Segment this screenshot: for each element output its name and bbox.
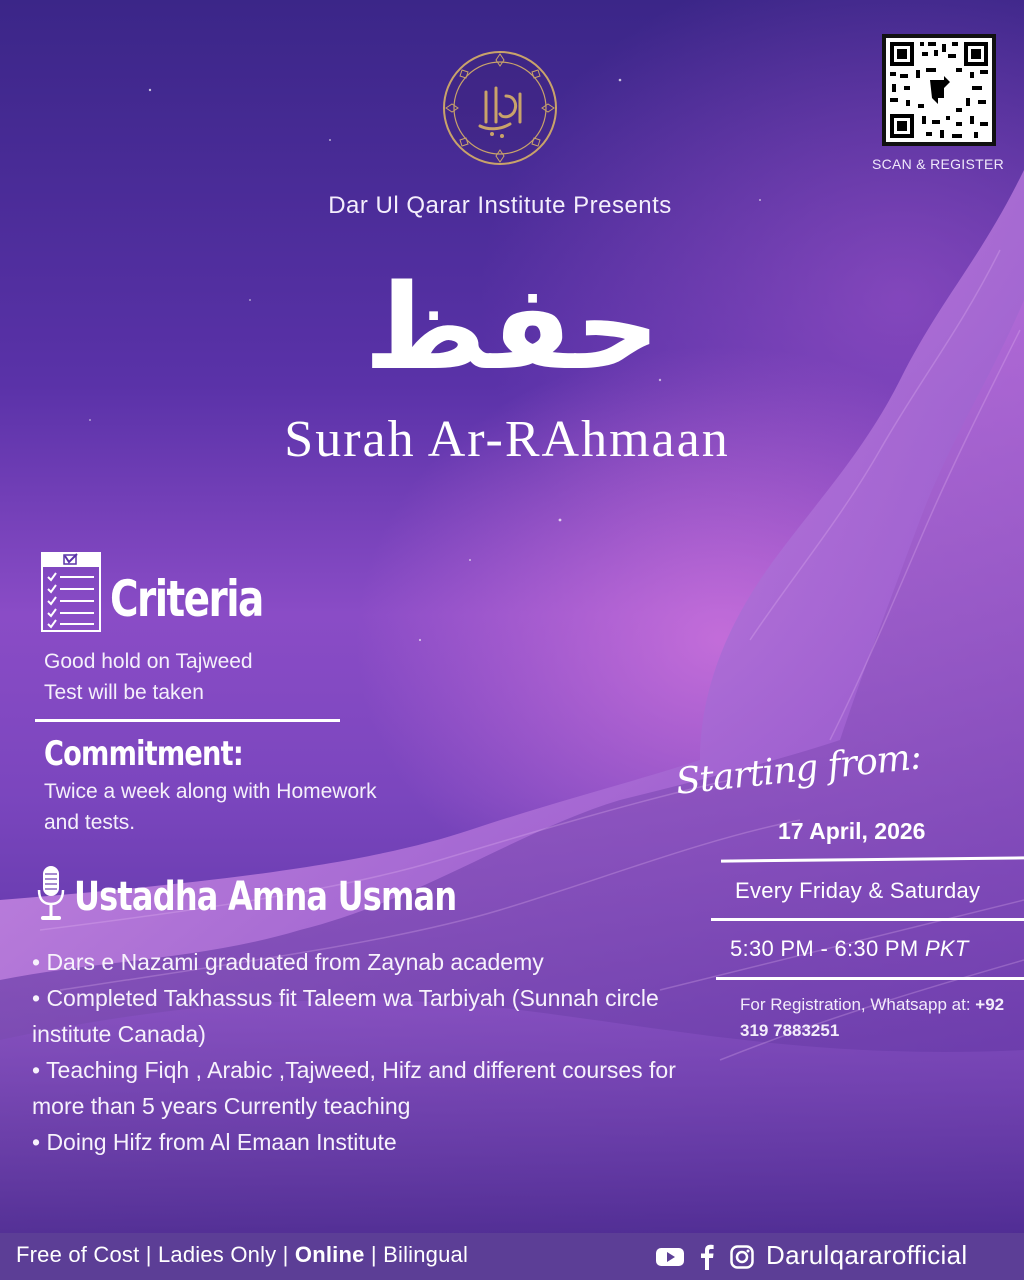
criteria-item: Test will be taken <box>44 681 204 704</box>
criteria-heading: Criteria <box>110 570 263 628</box>
teacher-name: Ustadha Amna Usman <box>74 874 457 920</box>
features-text: Free of Cost | Ladies Only | <box>16 1242 295 1267</box>
criteria-item: Good hold on Tajweed <box>44 650 253 673</box>
bio-item: • Teaching Fiqh , Arabic ,Tajweed, Hifz and different courses for more than 5 years Currently teaching <box>32 1057 676 1119</box>
schedule-divider <box>711 918 1024 921</box>
microphone-icon <box>36 864 66 922</box>
instagram-icon[interactable] <box>730 1245 754 1269</box>
presents-text: Dar Ul Qarar Institute Presents <box>328 192 672 219</box>
registration-info <box>740 992 1010 1044</box>
facebook-icon[interactable] <box>700 1244 714 1270</box>
schedule-divider <box>716 977 1024 980</box>
starting-from-label: Starting from: <box>673 736 923 803</box>
bio-item: • Dars e Nazami graduated from Zaynab academy <box>32 949 544 975</box>
features-text-end: | Bilingual <box>364 1242 469 1267</box>
qr-code-icon <box>886 38 992 142</box>
checklist-icon <box>40 551 102 633</box>
schedule-days: Every Friday & Saturday <box>735 878 981 903</box>
youtube-icon[interactable] <box>656 1246 684 1268</box>
surah-title: Surah Ar-RAhmaan <box>284 411 730 468</box>
commitment-heading: Commitment: <box>44 734 243 774</box>
teacher-bio <box>32 944 712 1160</box>
time-range: 5:30 PM - 6:30 PM <box>730 936 919 961</box>
social-handle[interactable]: Darulqararofficial <box>766 1240 968 1270</box>
arabic-title: حفظ <box>363 258 661 396</box>
online-label: Online <box>294 1242 365 1267</box>
bio-item: • Completed Takhassus fit Taleem wa Tarbiyah (Sunnah circle institute Canada) <box>32 985 659 1047</box>
criteria-list <box>44 646 253 708</box>
commitment-text: Twice a week along with Homework and tests. <box>44 780 377 834</box>
whatsapp-number[interactable]: +92 319 7883251 <box>740 995 1005 1040</box>
time-zone: PKT <box>924 936 969 961</box>
start-date: 17 April, 2026 <box>778 818 926 844</box>
bio-item: • Doing Hifz from Al Emaan Institute <box>32 1129 397 1155</box>
institute-logo <box>440 48 560 168</box>
qr-code[interactable] <box>882 34 996 146</box>
qr-caption: SCAN & REGISTER <box>871 156 1005 172</box>
section-divider <box>35 719 340 722</box>
schedule-time <box>730 936 969 962</box>
course-features <box>16 1242 468 1268</box>
registration-text: For Registration, Whatsapp at: <box>740 995 971 1014</box>
